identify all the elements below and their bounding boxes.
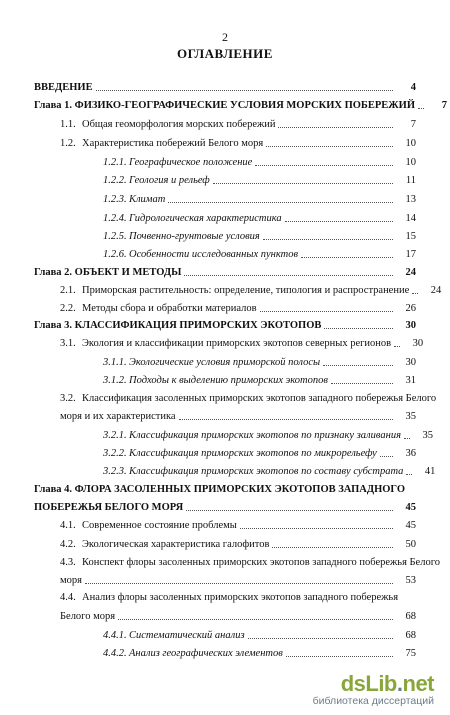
toc-entry-1-2-5[interactable]: 1.2.5. Почвенно-грунтовые условия 15 [103,231,416,242]
toc-entry-4-3-continued[interactable]: моря 53 [60,575,416,586]
page-number: 2 [222,30,228,44]
toc-entry-1-1[interactable]: 1.1. Общая геоморфология морских побережий 7 [60,119,416,130]
watermark [284,671,434,707]
toc-entry-1-2-2[interactable]: 1.2.2. Геология и рельеф 11 [103,175,416,186]
toc-entry-3-2-3[interactable]: 3.2.3. Классификация приморских экотопов по составу субстрата 41 [103,466,436,477]
toc-entry-3-1-1[interactable]: 3.1.1. Экологические условия приморской полосы 30 [103,357,416,368]
toc-entry-2-1[interactable]: 2.1. Приморская растительность: определение, типология и распространение 24 [60,285,442,296]
toc-entry-introduction[interactable]: ВВЕДЕНИЕ 4 [34,82,416,93]
toc-entry-chapter-4[interactable]: Глава 4. ФЛОРА ЗАСОЛЕННЫХ ПРИМОРСКИХ ЭКОТОПОВ ЗАПАДНОГО [34,484,406,495]
toc-entry-1-2-1[interactable]: 1.2.1. Географическое положение 10 [103,157,416,168]
toc-entry-chapter-3[interactable]: Глава 3. КЛАССИФИКАЦИЯ ПРИМОРСКИХ ЭКОТОПОВ 30 [34,320,416,331]
toc-entry-3-1[interactable]: 3.1. Экология и классификации приморских экотопов северных регионов 30 [60,338,424,349]
toc-entry-3-2[interactable]: 3.2. Классификация засоленных приморских экотопов западного побережья Белого [60,393,437,404]
toc-entry-2-2[interactable]: 2.2. Методы сбора и обработки материалов 26 [60,303,416,314]
toc-entry-3-2-1[interactable]: 3.2.1. Классификация приморских экотопов по признаку заливания 35 [103,430,433,441]
toc-page: 4 [410,82,416,93]
toc-entry-1-2-6[interactable]: 1.2.6. Особенности исследованных пунктов 17 [103,249,416,260]
toc-entry-4-3[interactable]: 4.3. Конспект флоры засоленных приморских экотопов западного побережья Белого [60,557,440,568]
toc-entry-4-4-1[interactable]: 4.4.1. Систематический анализ 68 [103,630,416,641]
toc-entry-1-2-3[interactable]: 1.2.3. Климат 13 [103,194,416,205]
toc-entry-3-2-continued[interactable]: моря и их характеристика 35 [60,411,416,422]
watermark-logo: dsLib.net [340,671,434,696]
watermark-subtitle: библиотека диссертаций [312,695,434,707]
toc-entry-4-4[interactable]: 4.4. Анализ флоры засоленных приморских экотопов западного побережья [60,592,399,603]
toc-entry-chapter-1[interactable]: Глава 1. ФИЗИКО-ГЕОГРАФИЧЕСКИЕ УСЛОВИЯ МОРСКИХ ПОБЕРЕЖИЙ 7 [34,100,448,111]
toc-entry-4-4-2[interactable]: 4.4.2. Анализ географических элементов 75 [103,648,416,659]
toc-entry-4-2[interactable]: 4.2. Экологическая характеристика галофитов 50 [60,539,416,550]
toc-entry-1-2-4[interactable]: 1.2.4. Гидрологическая характеристика 14 [103,213,416,224]
toc-entry-4-4-continued[interactable]: Белого моря 68 [60,611,416,622]
toc-entry-1-2[interactable]: 1.2. Характеристика побережий Белого моря 10 [60,138,416,149]
toc-entry-3-2-2[interactable]: 3.2.2. Классификация приморских экотопов по микрорельефу 36 [103,448,416,459]
toc-entry-3-1-2[interactable]: 3.1.2. Подходы к выделению приморских экотопов 31 [103,375,416,386]
toc-entry-chapter-4-continued[interactable]: ПОБЕРЕЖЬЯ БЕЛОГО МОРЯ 45 [34,502,416,513]
toc-entry-chapter-2[interactable]: Глава 2. ОБЪЕКТ И МЕТОДЫ 24 [34,267,416,278]
toc-entry-4-1[interactable]: 4.1. Современное состояние проблемы 45 [60,520,416,531]
page-title: ОГЛАВЛЕНИЕ [177,46,273,61]
